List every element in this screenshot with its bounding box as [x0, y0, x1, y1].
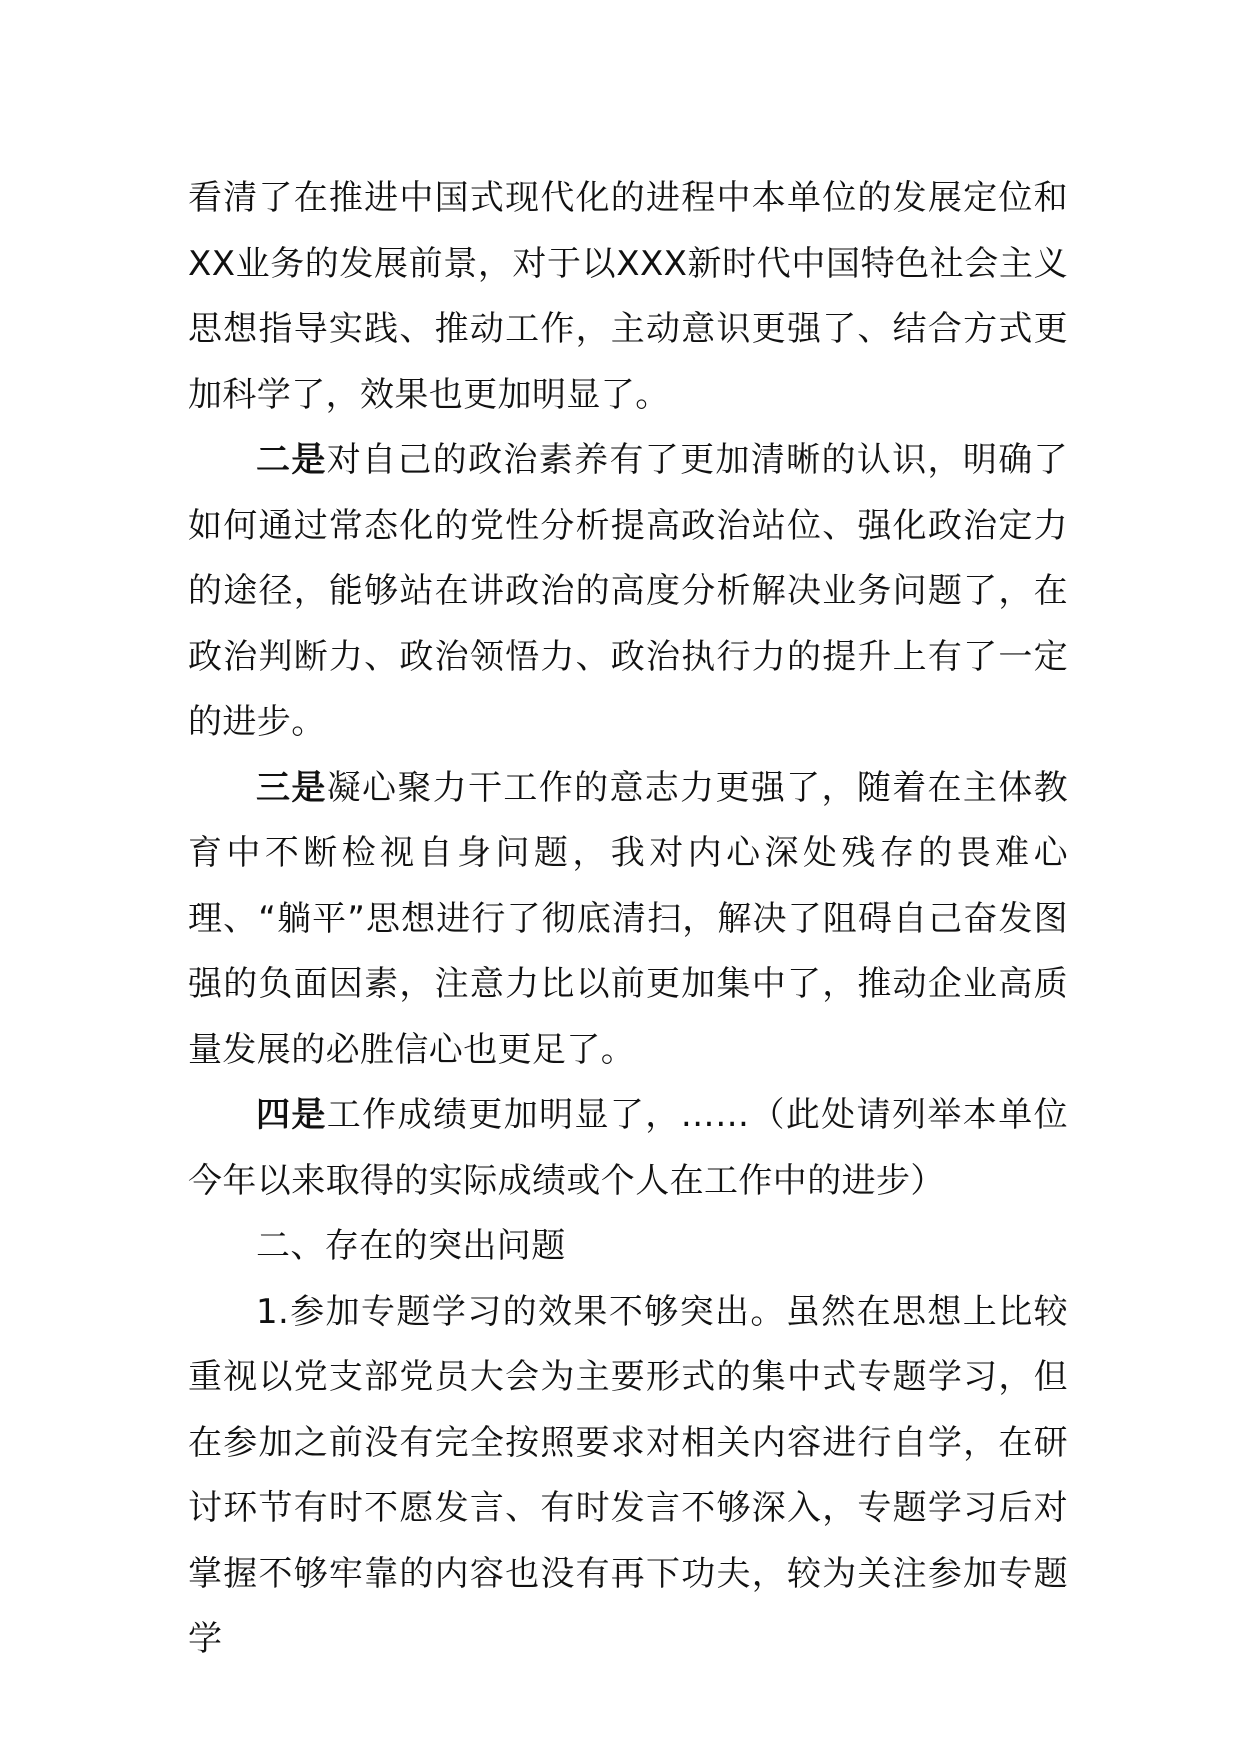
paragraph-second-point: [188, 428, 1068, 756]
paragraph-continuation: [188, 166, 1068, 428]
paragraph-text: 工作成绩更加明显了，……（此处请列举本单位今年以来取得的实际成绩或个人在工作中的进步）: [188, 1095, 1068, 1201]
document-body: [188, 166, 1068, 1673]
paragraph-lead: 三是: [256, 767, 327, 808]
section-heading-text: 二、存在的突出问题: [256, 1226, 566, 1266]
paragraph-text: 对自己的政治素养有了更加清晰的认识，明确了如何通过常态化的党性分析提高政治站位、强化政治定力的途径，能够站在讲政治的高度分析解决业务问题了，在政治判断力、政治领悟力、政治执行力的提升上有了一定的进步。: [188, 440, 1068, 742]
paragraph-fourth-point: [188, 1083, 1068, 1214]
paragraph-text: 凝心聚力干工作的意志力更强了，随着在主体教育中不断检视自身问题，我对内心深处残存的畏难心理、“躺平”思想进行了彻底清扫，解决了阻碍自己奋发图强的负面因素，注意力比以前更加集中了，推动企业高质量发展的必胜信心也更足了。: [188, 767, 1068, 1070]
paragraph-third-point: [188, 756, 1068, 1084]
paragraph-problem-1: [188, 1280, 1068, 1673]
paragraph-text: 1.参加专题学习的效果不够突出。虽然在思想上比较重视以党支部党员大会为主要形式的集中式专题学习，但在参加之前没有完全按照要求对相关内容进行自学，在研讨环节有时不愿发言、有时发言不够深入，专题学习后对掌握不够牢靠的内容也没有再下功夫，较为关注参加专题学: [188, 1291, 1068, 1659]
paragraph-lead: 四是: [256, 1095, 327, 1135]
paragraph-text: 看清了在推进中国式现代化的进程中本单位的发展定位和XX业务的发展前景，对于以XXX新时代中国特色社会主义思想指导实践、推动工作，主动意识更强了、结合方式更加科学了，效果也更加明显了。: [188, 178, 1068, 415]
section-heading: [188, 1214, 1068, 1280]
paragraph-lead: 二是: [256, 440, 327, 480]
